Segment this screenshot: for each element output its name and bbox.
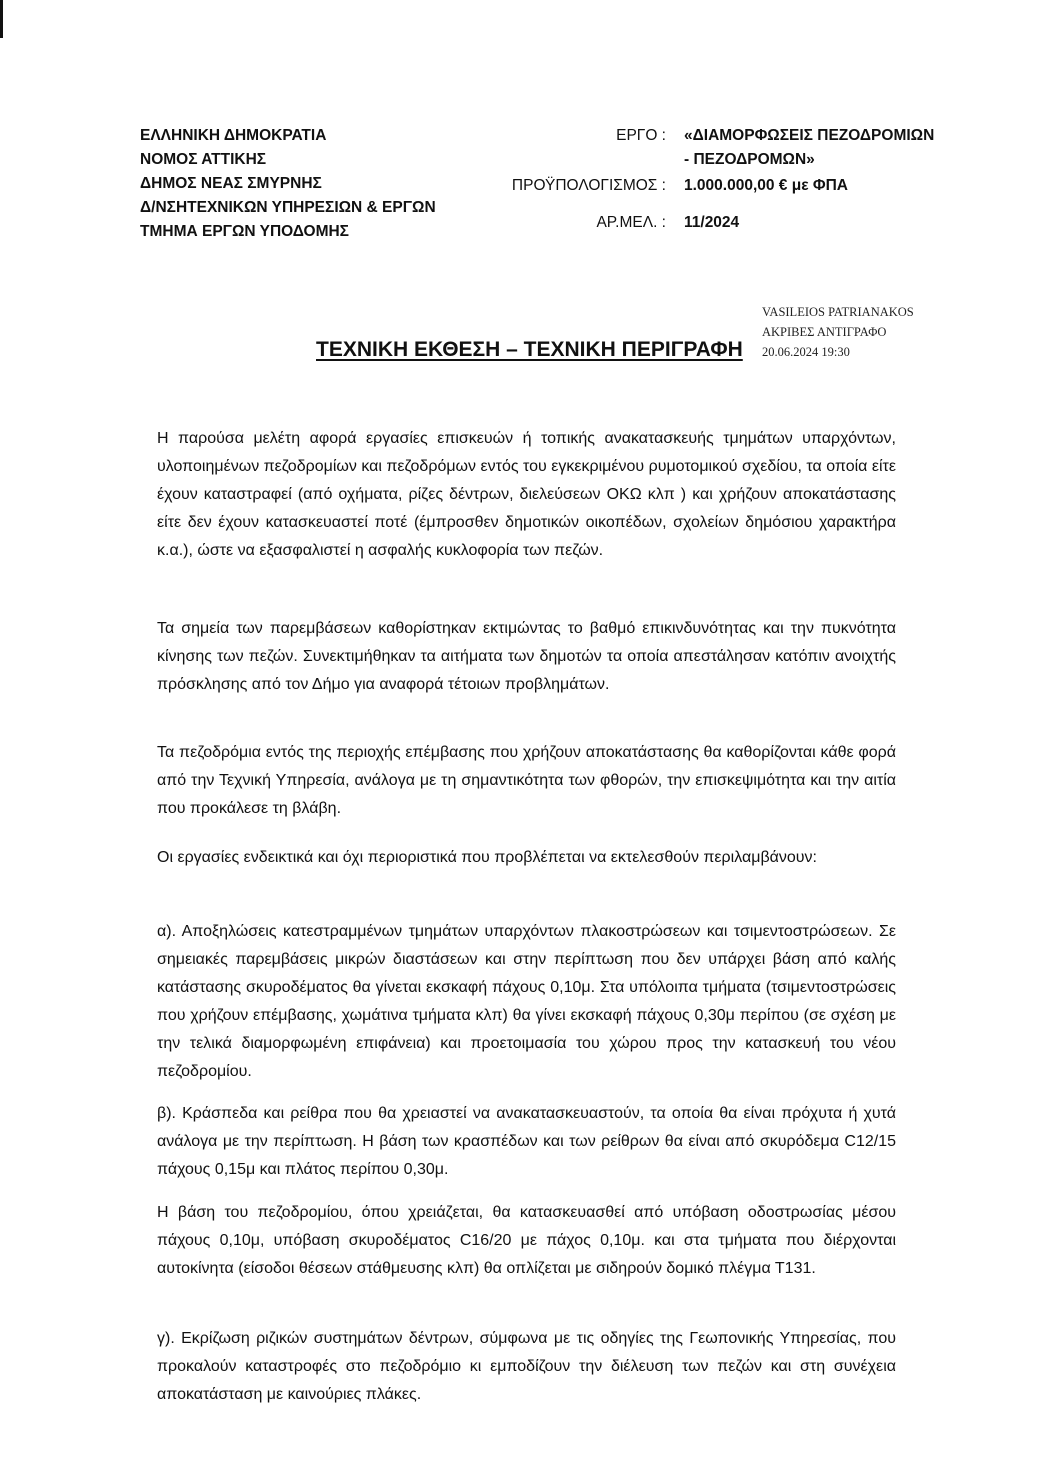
certified-copy-stamp bbox=[762, 302, 914, 362]
stamp-datetime: 20.06.2024 19:30 bbox=[762, 345, 850, 359]
project-value-line2: - ΠΕΖΟΔΡΟΜΩΝ» bbox=[684, 151, 815, 168]
paragraph-scope: Η παρούσα μελέτη αφορά εργασίες επισκευών ή τοπικής ανακατασκευής τμημάτων υπαρχόντων, υλοποιημένων πεζοδρομίων και πεζοδρόμων εντός του εγκεκριμένου ρυμοτομικού σχεδίου, τα οποία είτε έχουν καταστραφεί (από οχήματα, ρίζες δέντρων, διελεύσεων ΟΚΩ κλπ ) και χρήζουν αποκατάστασης είτε δεν έχουν κατασκευαστεί ποτέ (έμπροσθεν δημοτικών οικοπέδων, σχολείων δημόσιου χαρακτήρα κ.α.), ώστε να εξασφαλιστεί η ασφαλής κυκλοφορία των πεζών. bbox=[157, 430, 896, 559]
paragraph-intervention-points: Τα σημεία των παρεμβάσεων καθορίστηκαν εκτιμώντας το βαθμό επικινδυνότητας και την πυκνότητα κίνησης των πεζών. Συνεκτιμήθηκαν τα αιτήματα των δημοτών τα οποία απεστάλησαν κατόπιν ανοιχτής πρόσκλησης από τον Δήμο για αναφορά τέτοιων προβλημάτων. bbox=[157, 620, 896, 693]
authority-line-prefecture: ΝΟΜΟΣ ΑΤΤΙΚΗΣ bbox=[140, 151, 267, 168]
paragraph-item-a: α). Αποξηλώσεις κατεστραμμένων τμημάτων υπαρχόντων πλακοστρώσεων και τσιμεντοστρώσεων. Σε σημειακές παρεμβάσεις μικρών διαστάσεων και στην περίπτωση που δεν υπάρχει βάση από καλής κατάστασης σκυροδέματος θα γίνεται εκσκαφή πάχους 0,10μ. Στα υπόλοιπα τμήματα (τσιμεντοστρώσεις που χρήζουν επέμβασης, χωμάτινα τμήματα κλπ) θα γίνει εκσκαφή πάχους 0,30μ περίπου (σε σχέση με την τελικά διαμορφωμένη επιφάνεια) και προετοιμασία του χώρου προς την κατασκευή του νέου πεζοδρομίου. bbox=[157, 923, 896, 1080]
authority-line-directorate: Δ/ΝΣΗΤΕΧΝΙΚΩΝ ΥΠΗΡΕΣΙΩΝ & ΕΡΓΩΝ bbox=[140, 199, 436, 216]
project-info-block bbox=[500, 124, 934, 235]
authority-line-republic: ΕΛΛΗΝΙΚΗ ΔΗΜΟΚΡΑΤΙΑ bbox=[140, 127, 327, 144]
authority-line-department: ΤΜΗΜΑ ΕΡΓΩΝ ΥΠΟΔΟΜΗΣ bbox=[140, 223, 349, 240]
stamp-note: ΑΚΡΙΒΕΣ ΑΝΤΙΓΡΑΦΟ bbox=[762, 325, 887, 339]
budget-value: 1.000.000,00 € με ΦΠΑ bbox=[684, 177, 848, 194]
study-number-label: ΑΡ.ΜΕΛ. : bbox=[596, 214, 666, 231]
study-number-value: 11/2024 bbox=[684, 214, 740, 231]
issuing-authority-block bbox=[140, 124, 436, 244]
project-row bbox=[500, 124, 934, 148]
project-value-line1: «ΔΙΑΜΟΡΦΩΣΕΙΣ ΠΕΖΟΔΡΟΜΙΩΝ bbox=[684, 127, 935, 144]
stamp-signer: VASILEIOS PATRIANAKOS bbox=[762, 305, 914, 319]
paragraph-works-intro: Οι εργασίες ενδεικτικά και όχι περιοριστικά που προβλέπεται να εκτελεσθούν περιλαμβάνουν: bbox=[157, 849, 817, 866]
paragraph-item-c: γ). Εκρίζωση ριζικών συστημάτων δέντρων, σύμφωνα με τις οδηγίες της Γεωπονικής Υπηρεσίας, που προκαλούν καταστροφές στο πεζοδρόμιο κι εμποδίζουν την διέλευση των πεζών και στη συνέχεια αποκατάσταση με καινούριες πλάκες. bbox=[157, 1330, 896, 1403]
paragraph-item-b: β). Κράσπεδα και ρείθρα που θα χρειαστεί να ανακατασκευαστούν, τα οποία θα είναι πρόχυτα ή χυτά ανάλογα με την περίπτωση. Η βάση των κρασπέδων και των ρείθρων θα είναι από σκυρόδεμα C12/15 πάχους 0,15μ και πλάτος περίπου 0,30μ. bbox=[157, 1105, 896, 1178]
study-number-row bbox=[500, 211, 934, 235]
paragraph-base: Η βάση του πεζοδρομίου, όπου χρειάζεται, θα κατασκευασθεί από υπόβαση οδοστρωσίας μέσου πάχους 0,10μ, υπόβαση σκυροδέματος C16/20 με πάχος 0,10μ. και στα τμήματα που διέρχονται αυτοκίνητα (είσοδοι θέσεων στάθμευσης κλπ) θα οπλίζεται με σιδηρούν δομικό πλέγμα Τ131. bbox=[157, 1204, 896, 1277]
project-row-cont bbox=[500, 148, 934, 172]
budget-row bbox=[500, 174, 934, 198]
project-label: ΕΡΓΟ : bbox=[616, 127, 666, 144]
scan-edge-mark bbox=[0, 0, 3, 38]
paragraph-selection: Τα πεζοδρόμια εντός της περιοχής επέμβασης που χρήζουν αποκατάστασης θα καθορίζονται κάθε φορά από την Τεχνική Υπηρεσία, ανάλογα με τη σημαντικότητα των φθορών, την επισκεψιμότητα και την αιτία που προκάλεσε τη βλάβη. bbox=[157, 744, 896, 817]
budget-label: ΠΡΟΫΠΟΛΟΓΙΣΜΟΣ : bbox=[511, 177, 666, 194]
authority-line-municipality: ΔΗΜΟΣ ΝΕΑΣ ΣΜΥΡΝΗΣ bbox=[140, 175, 322, 192]
document-title: ΤΕΧΝΙΚΗ ΕΚΘΕΣΗ – ΤΕΧΝΙΚΗ ΠΕΡΙΓΡΑΦΗ bbox=[316, 338, 743, 361]
